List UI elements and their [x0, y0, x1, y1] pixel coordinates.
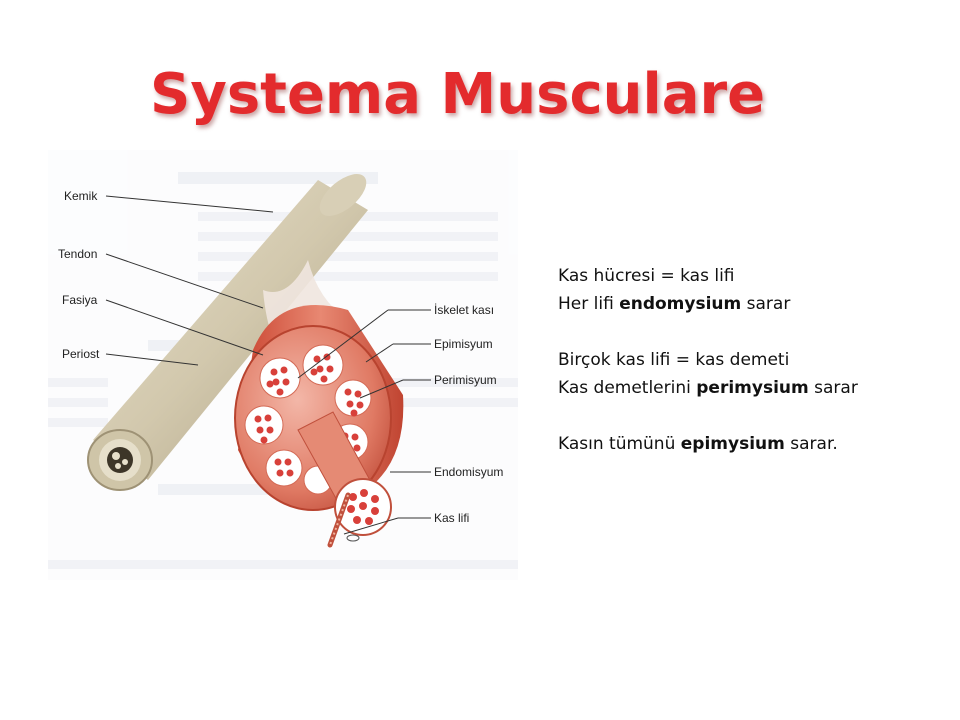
label-perimisyum: Perimisyum [434, 373, 497, 387]
note-line-2-post: sarar [741, 294, 791, 314]
note-line-4-pre: Kas demetlerini [558, 378, 697, 398]
slide-title: Systema Musculare [150, 62, 766, 127]
note-line-4-post: sarar [808, 378, 858, 398]
note-line-1-text: Kas hücresi = kas lifi [558, 266, 735, 286]
notes-text-block [558, 262, 918, 458]
note-line-5-pre: Kasın tümünü [558, 434, 681, 454]
label-endomisyum: Endomisyum [434, 465, 504, 479]
muscle-anatomy-figure [48, 150, 518, 580]
spacer [558, 402, 918, 430]
label-periost: Periost [62, 347, 100, 361]
spacer [558, 318, 918, 346]
label-kas-lifi: Kas lifi [434, 511, 470, 525]
note-term-perimysium: perimysium [696, 378, 809, 398]
note-term-epimysium: epimysium [680, 434, 785, 454]
label-epimisyum: Epimisyum [434, 337, 493, 351]
note-line-5-post: sarar. [784, 434, 838, 454]
muscle-diagram [48, 150, 518, 580]
note-line-2-pre: Her lifi [558, 294, 620, 314]
note-line-3 [558, 346, 918, 374]
note-term-endomysium: endomysium [619, 294, 742, 314]
note-line-4 [558, 374, 918, 402]
label-tendon: Tendon [58, 247, 98, 261]
label-iskelet-kasi: İskelet kası [434, 303, 495, 317]
label-kemik: Kemik [64, 189, 98, 203]
note-line-5 [558, 430, 918, 458]
note-line-3-text: Birçok kas lifi = kas demeti [558, 350, 790, 370]
note-line-2 [558, 290, 918, 318]
label-fasiya: Fasiya [62, 293, 98, 307]
title-container [150, 62, 765, 127]
note-line-1 [558, 262, 918, 290]
